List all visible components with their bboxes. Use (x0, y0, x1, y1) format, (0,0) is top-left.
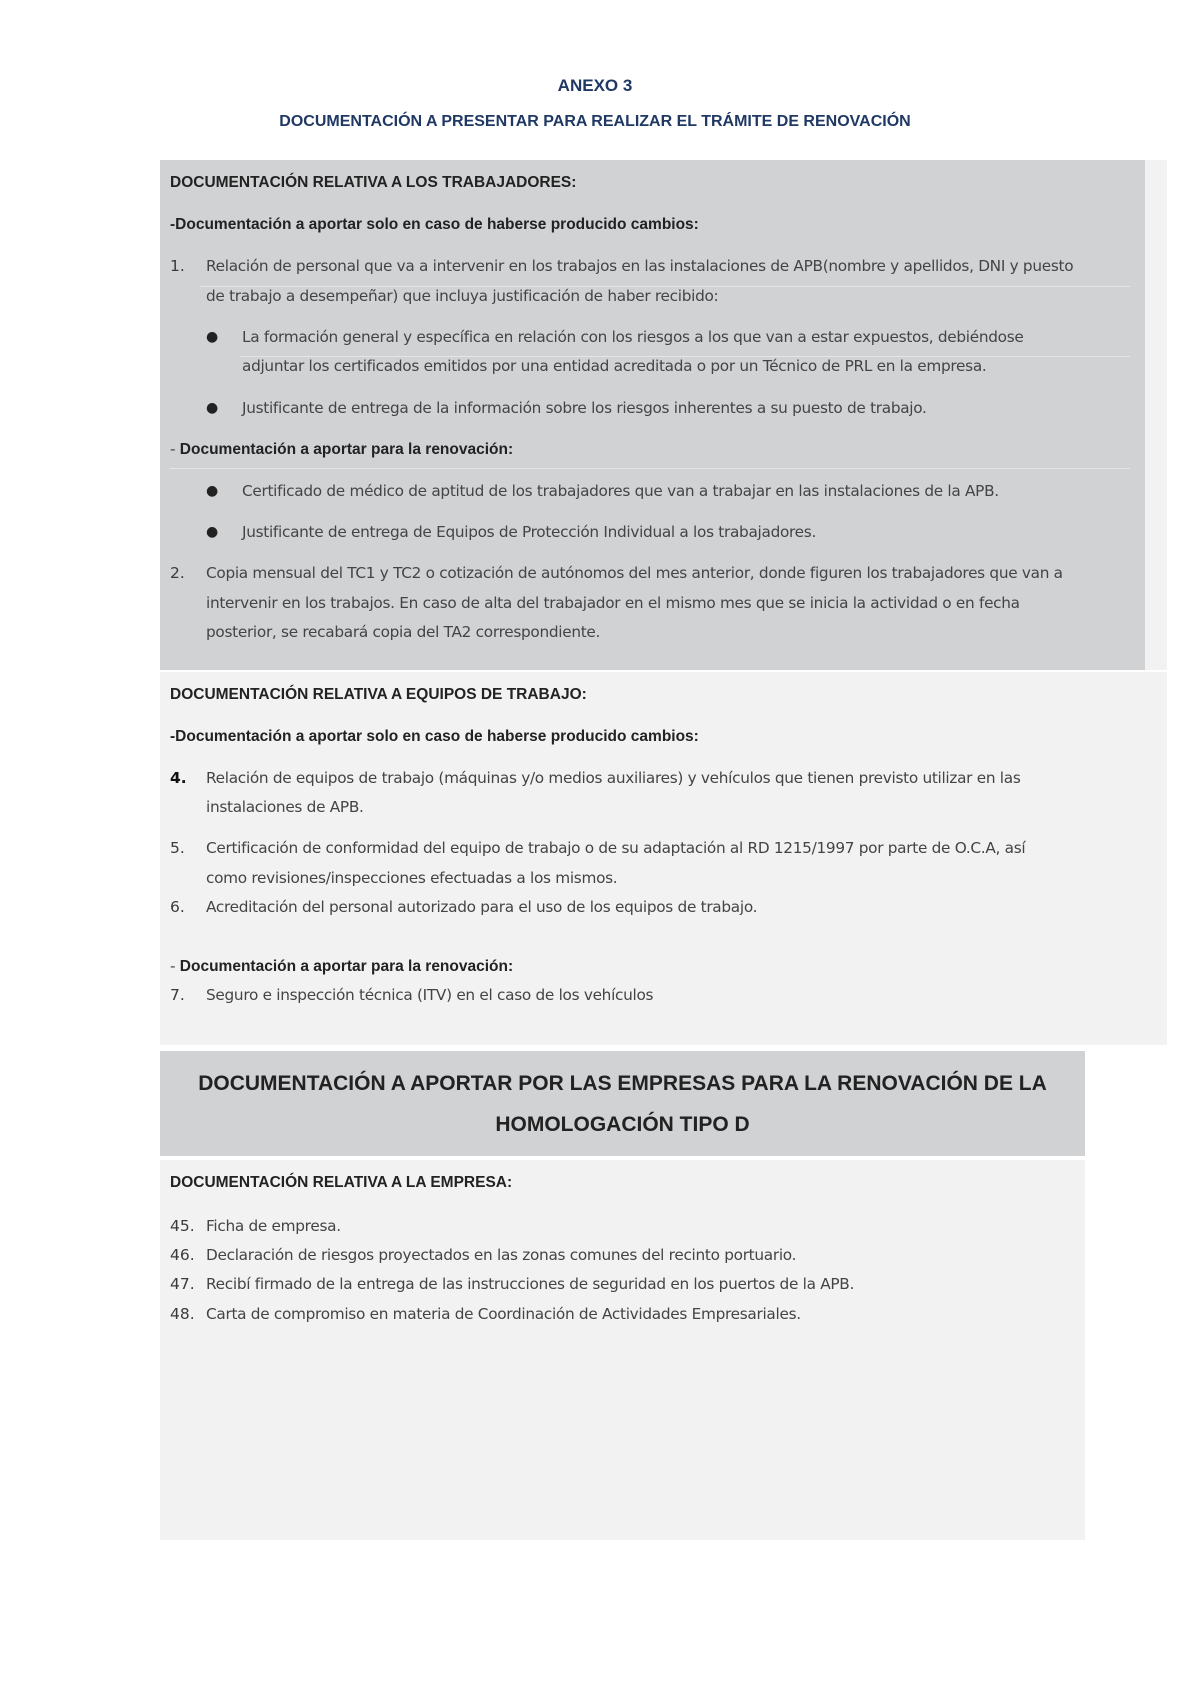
list-item-text: Declaración de riesgos proyectados en las zonas comunes del recinto portuario. (206, 1246, 797, 1264)
subheading-dash: - (170, 440, 180, 458)
equipment-subheading-changes: -Documentación a aportar solo en caso de haberse producido cambios: (170, 728, 699, 745)
bullet-item-text: Justificante de entrega de Equipos de Protección Individual a los trabajadores. (242, 523, 817, 541)
document-subtitle: DOCUMENTACIÓN A PRESENTAR PARA REALIZAR EL TRÁMITE DE RENOVACIÓN (279, 113, 911, 130)
list-number: 46. (170, 1246, 195, 1264)
list-number: 6. (170, 898, 185, 916)
list-item-text: posterior, se recabará copia del TA2 correspondiente. (206, 623, 601, 641)
equipment-subheading-renewal (170, 956, 513, 977)
subheading-text: Documentación a aportar para la renovación: (179, 441, 514, 458)
list-number: 5. (170, 839, 185, 857)
workers-subheading-changes: -Documentación a aportar solo en caso de haberse producido cambios: (170, 216, 699, 233)
list-item-text: Relación de equipos de trabajo (máquinas y/o medios auxiliares) y vehículos que tienen previsto utilizar en las (206, 769, 1021, 787)
list-number: 7. (170, 986, 185, 1004)
list-number: 2. (170, 564, 185, 582)
list-item-text: de trabajo a desempeñar) que incluya justificación de haber recibido: (206, 287, 719, 305)
bullet-item-text: Certificado de médico de aptitud de los trabajadores que van a trabajar en las instalaciones de la APB. (242, 482, 999, 500)
workers-section-margin (1145, 160, 1167, 670)
subheading-text: Documentación a aportar para la renovación: (179, 958, 514, 975)
type-d-title (160, 1051, 1085, 1145)
type-d-title-line: DOCUMENTACIÓN A APORTAR POR LAS EMPRESAS PARA LA RENOVACIÓN DE LA (198, 1072, 1047, 1095)
company-section-title: DOCUMENTACIÓN RELATIVA A LA EMPRESA: (170, 1174, 513, 1191)
bullet-item-text: adjuntar los certificados emitidos por una entidad acreditada o por un Técnico de PRL en la empresa. (242, 357, 987, 375)
list-item-text: Copia mensual del TC1 y TC2 o cotización de autónomos del mes anterior, donde figuren los trabajadores que van a (206, 564, 1063, 582)
divider (170, 468, 1130, 469)
equipment-section-title: DOCUMENTACIÓN RELATIVA A EQUIPOS DE TRABAJO: (170, 686, 587, 703)
list-item-text: instalaciones de APB. (206, 798, 364, 816)
list-number: 1. (170, 257, 185, 275)
list-item-text: Carta de compromiso en materia de Coordinación de Actividades Empresariales. (206, 1305, 801, 1323)
list-number: 4. (170, 769, 187, 787)
list-number: 47. (170, 1275, 195, 1293)
bullet-icon: ● (206, 483, 219, 499)
bullet-item-text: Justificante de entrega de la información sobre los riesgos inherentes a su puesto de trabajo. (242, 399, 927, 417)
list-item-text: Ficha de empresa. (206, 1217, 341, 1235)
bullet-icon: ● (206, 400, 219, 416)
list-number: 45. (170, 1217, 195, 1235)
workers-subheading-renewal (170, 439, 513, 460)
bullet-icon: ● (206, 329, 219, 345)
workers-section-title: DOCUMENTACIÓN RELATIVA A LOS TRABAJADORES: (170, 174, 577, 191)
list-item-text: Recibí firmado de la entrega de las instrucciones de seguridad en los puertos de la APB. (206, 1275, 855, 1293)
bullet-icon: ● (206, 524, 219, 540)
list-item-text: Seguro e inspección técnica (ITV) en el caso de los vehículos (206, 986, 654, 1004)
list-number: 48. (170, 1305, 195, 1323)
list-item-text: Relación de personal que va a intervenir en los trabajos en las instalaciones de APB(nombre y apellidos, DNI y puesto (206, 257, 1074, 275)
list-item-text: como revisiones/inspecciones efectuadas a los mismos. (206, 869, 618, 887)
list-item-text: Certificación de conformidad del equipo de trabajo o de su adaptación al RD 1215/1997 por parte de O.C.A, así (206, 839, 1026, 857)
bullet-item-text: La formación general y específica en relación con los riesgos a los que van a estar expuestos, debiéndose (242, 328, 1024, 346)
list-item-text: Acreditación del personal autorizado para el uso de los equipos de trabajo. (206, 898, 758, 916)
subheading-dash: - (170, 957, 180, 975)
annex-title: ANEXO 3 (557, 76, 633, 95)
type-d-title-line: HOMOLOGACIÓN TIPO D (495, 1113, 750, 1136)
list-item-text: intervenir en los trabajos. En caso de alta del trabajador en el mismo mes que se inicia la actividad o en fecha (206, 594, 1020, 612)
